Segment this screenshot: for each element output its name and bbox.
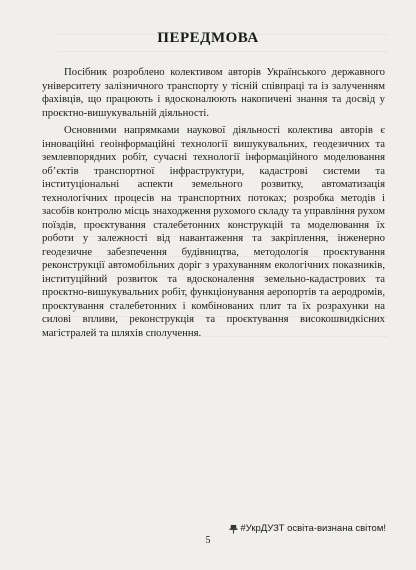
paragraph-intro: Посібник розроблено колективом авторів Українського державного університету залізничного транспорту у тісній співпраці та із залученням фахівців, що працюють і вдосконалюють накопичені знання та досвід у проєктно-вишукувальній діяльності.: [42, 66, 385, 119]
university-hashtag: [229, 523, 386, 534]
hashtag-text: #УкрДУЗТ освіта-визнана світом!: [240, 523, 386, 534]
document-body: [42, 66, 385, 342]
page-number: 5: [205, 535, 211, 546]
page-title: ПЕРЕДМОВА: [157, 30, 259, 47]
pushpin-icon: [229, 524, 238, 534]
paragraph-research-directions: Основними напрямками наукової діяльності колектива авторів є інноваційні геоінформаційні технології вишукувальних, геодезичних та землевпорядних робіт, сучасні технології інформаційного моделювання об’єктів транспортної інфраструктури, кадастрові системи та інституціональні аспекти земельного розвитку, автоматизація технологічних процесів на транспортних потоках; розробка методів і засобів контролю місць знаходження рухомого складу та управління рухом поїздів, проєктування сталебетонних конструкцій та моделювання їх роботи у залежності від навантаження та закріплення, інженерно геодезичне забезпечення будівництва, методологія проєктування реконструкції автомобільних доріг з урахуванням екологічних показників, інституційний розвиток та вдосконалення земельно-кадастрових та проєктно-вишукувальних робіт, функціонування аеропортів та аеродромів, проєктування сталебетонних і комбінованих плит та їх розрахунки на силові впливи, реконструкція та проєктування високошвидкісних магістралей та шляхів сполучення.: [42, 124, 385, 339]
